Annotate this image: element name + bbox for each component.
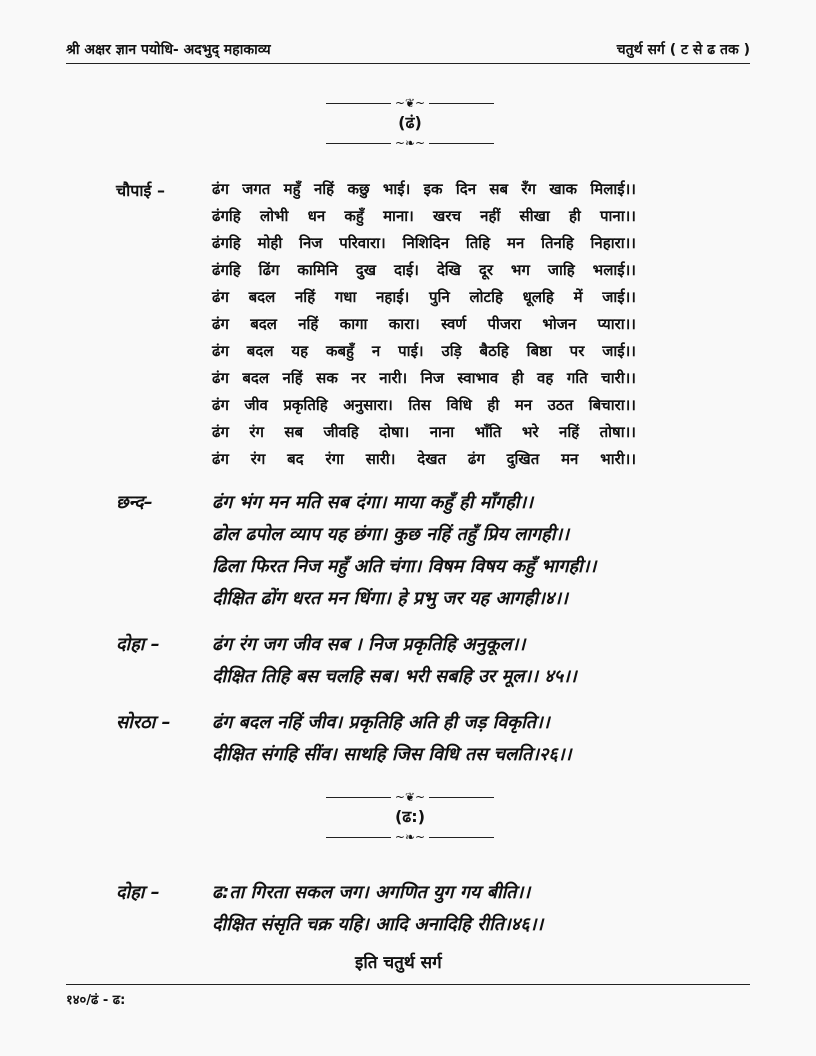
verse-line: ढंग बदल नहिं गधा नहाई। पुनि लोटहि धूलहि में जाई।। [212, 288, 636, 306]
verse-line: ढोल ढपोल व्याप यह छंगा। कुछ नहिं तहुँ प्रिय लागही।। [212, 524, 570, 545]
verse-line: ढंग बदल नहिं कागा कारा। स्वर्ण पीजरा भोजन प्यारा।। [212, 315, 636, 333]
verse-line: ढंग बदल नहिं जीव। प्रकृतिहि अति ही जड़ विकृति।। [212, 712, 550, 733]
verse-line: ढंग रंग जग जीव सब । निज प्रकृतिहि अनुकूल।। [212, 634, 526, 655]
verse-line: ढंग रंग सब जीवहि दोषा। नाना भाँति भरे नहिं तोषा।। [212, 423, 636, 441]
verse-line: ढंग जीव प्रकृतिहि अनुसारा। तिस विधि ही मन उठत बिचारा।। [212, 396, 636, 414]
book-title: श्री अक्षर ज्ञान पयोधि- अदभुद् महाकाव्य [66, 42, 271, 58]
verse-line: दीक्षित ढोंग धरत मन धिंगा। हे प्रभु जर यह आगही।४।। [212, 588, 568, 609]
chapter-end-text: इति चतुर्थ सर्ग [355, 953, 442, 973]
flourish-icon: ~❧~ [394, 830, 426, 844]
doha-label: दोहा – [116, 634, 160, 655]
verse-line: ढंग बदल यह कबहुँ न पाई। उड़ि बैठहि बिष्ठा पर जाई।। [212, 342, 636, 360]
ornament-top [326, 96, 494, 150]
verse-line: ढंग बदल नहिं सक नर नारी। निज स्वाभाव ही वह गति चारी।। [212, 369, 636, 387]
chhand-label: छन्द– [116, 492, 153, 513]
ornament-bottom [326, 790, 494, 844]
verse-line: ढिला फिरत निज महुँ अति चंगा। विषम विषय कहुँ भागही।। [212, 556, 597, 577]
verse-line: ढंगहि मोही निज परिवारा। निशिदिन तिहि मन तिनहि निहारा।। [212, 234, 636, 252]
verse-line: दीक्षित संगहि सींव। साथहि जिस विधि तस चलति।२६।। [212, 744, 572, 765]
page-header [66, 40, 750, 62]
flourish-icon: ~❦~ [394, 790, 426, 804]
flourish-divider [326, 136, 494, 150]
flourish-icon: ~❦~ [394, 96, 426, 110]
flourish-divider [326, 830, 494, 844]
footer-divider [66, 984, 750, 985]
verse-line: ढंगहि लोभी धन कहुँ माना। खरच नहीं सीखा ही पाना।। [212, 207, 636, 225]
verse-line: दीक्षित तिहि बस चलहि सब। भरी सबहि उर मूल।। ४५।। [212, 666, 577, 687]
soratha-label: सोरठा – [116, 712, 171, 733]
chapter-title: चतुर्थ सर्ग ( ट से ढ तक ) [616, 42, 750, 58]
doha-label: दोहा – [116, 882, 160, 903]
page-number: १४०/ढं - ढ: [66, 993, 126, 1008]
flourish-icon: ~❧~ [394, 136, 426, 150]
chaupai-label: चौपाई – [116, 181, 165, 200]
verse-line: ढंग रंग बद रंगा सारी। देखत ढंग दुखित मन भारी।। [212, 450, 636, 468]
header-divider [66, 63, 750, 64]
flourish-divider [326, 790, 494, 804]
verse-line: दीक्षित संसृति चक्र यहि। आदि अनादिहि रीति।४६।। [212, 914, 544, 935]
verse-line: ढंग भंग मन मति सब दंगा। माया कहुँ ही माँगही।। [212, 492, 534, 513]
section-heading: (ढ:) [394, 807, 426, 826]
verse-line: ढंगहि ढिंग कामिनि दुख दाई। देखि दूर भग जाहि भलाई।। [212, 261, 636, 279]
flourish-divider [326, 96, 494, 110]
section-heading: (ढं) [398, 113, 422, 132]
verse-line: ढ:ता गिरता सकल जग। अगणित युग गय बीति।। [212, 882, 531, 903]
verse-line: ढंग जगत महुँ नहिं कछु भाई। इक दिन सब रँग खाक मिलाई।। [212, 180, 636, 198]
